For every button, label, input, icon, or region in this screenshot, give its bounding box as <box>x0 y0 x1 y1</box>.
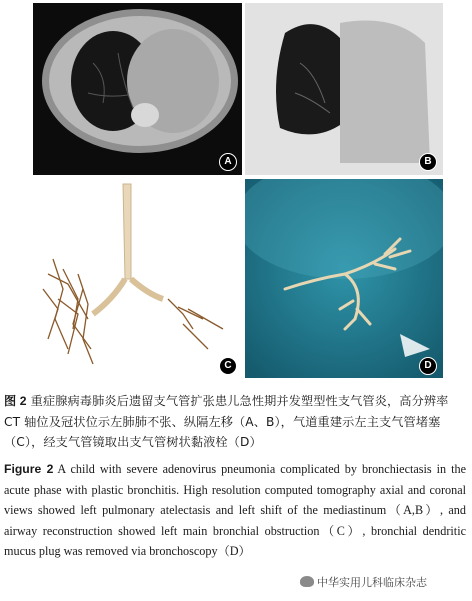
panel-label-d: D <box>419 357 437 375</box>
panel-d-mucus-plug-photo <box>245 179 443 378</box>
caption-english <box>4 459 466 562</box>
panel-a-axial-ct <box>33 3 242 175</box>
watermark <box>296 574 431 590</box>
mucus-plug-photo <box>245 179 443 378</box>
panel-b-coronal-ct <box>245 3 443 175</box>
watermark-text: 中华实用儿科临床杂志 <box>317 576 427 589</box>
wechat-icon <box>300 576 314 587</box>
caption-zh-label: 图 2 <box>4 394 27 408</box>
panel-c-airway-reconstruction <box>33 179 242 378</box>
caption-zh-text: 重症腺病毒肺炎后遗留支气管扩张患儿急性期并发塑型性支气管炎，高分辨率 CT 轴位及冠状位示左肺肺不张、纵隔左移（A、B），气道重建示左主支气管堵塞（C），经支气管镜取出支气管树状黏液栓（D） <box>4 394 449 449</box>
caption-chinese <box>4 391 466 453</box>
axial-ct-image <box>33 3 242 175</box>
coronal-ct-image <box>245 3 443 175</box>
panel-label-a: A <box>219 153 237 171</box>
caption-en-label: Figure 2 <box>4 462 54 476</box>
panel-label-b: B <box>419 153 437 171</box>
panel-label-c: C <box>219 357 237 375</box>
caption-en-text: A child with severe adenovirus pneumonia complicated by bronchiectasis in the acute phase with plastic bronchitis. High resolution computed tomography axial and coronal views showed left pulmonary atelectasis and left shift of the mediastinum（A,B）, and airway reconstruction showed left main bronchial obstruction（C）, bronchial dendritic mucus plug was removed via bronchoscopy（D） <box>4 462 467 558</box>
airway-reconstruction-image <box>33 179 242 378</box>
